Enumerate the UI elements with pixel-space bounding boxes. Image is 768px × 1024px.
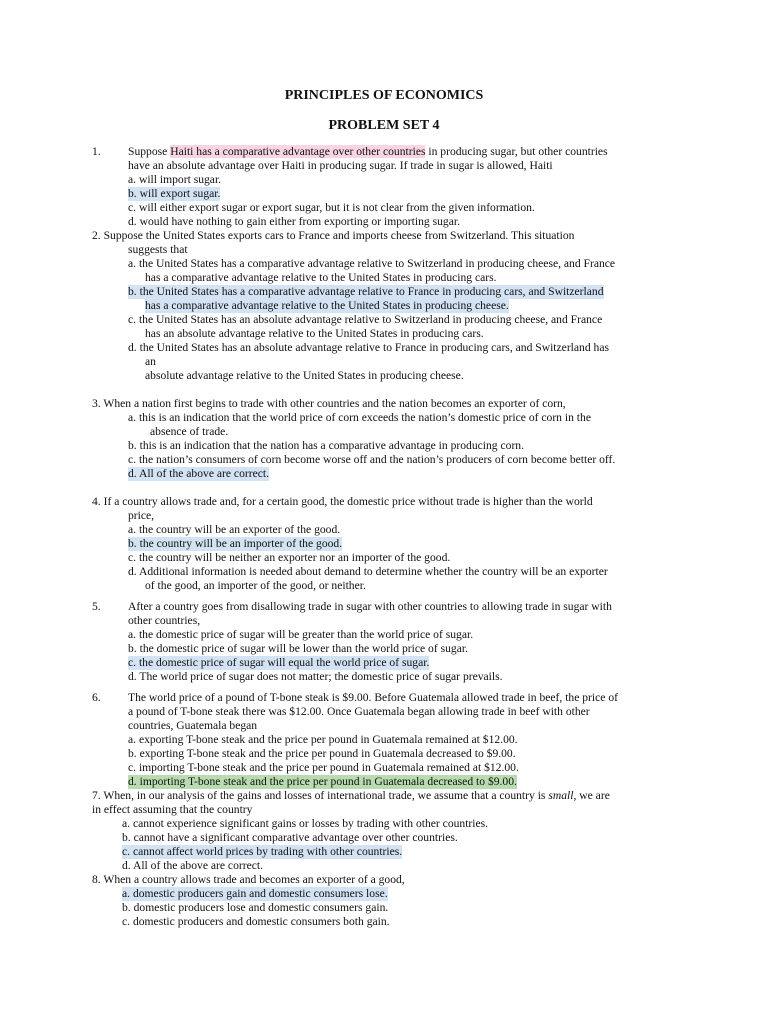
q7-stem-line2: in effect assuming that the country	[92, 803, 253, 816]
q1-option-d: d. would have nothing to gain either from exporting or importing sugar.	[128, 215, 460, 228]
q4-option-d-line2: of the good, an importer of the good, or neither.	[145, 579, 366, 592]
q2-option-b-answer-line2: has a comparative advantage relative to the United States in producing cheese.	[145, 299, 509, 312]
q6-number: 6.	[92, 691, 101, 704]
q2-option-c-line2: has an absolute advantage relative to the United States in producing cars.	[145, 327, 484, 340]
q6-option-d-answer: d. importing T-bone steak and the price per pound in Guatemala decreased to $9.00.	[128, 775, 517, 788]
q3-option-c: c. the nation’s consumers of corn become worse off and the nation’s producers of corn become better off.	[128, 453, 616, 466]
q6-option-b: b. exporting T-bone steak and the price per pound in Guatemala decreased to $9.00.	[128, 747, 516, 760]
q1-option-b-answer: b. will export sugar.	[128, 187, 221, 200]
q3-option-b: b. this is an indication that the nation has a comparative advantage in producing corn.	[128, 439, 525, 452]
q3-option-a-line1: a. this is an indication that the world price of corn exceeds the nation’s domestic price of corn in the	[128, 411, 591, 424]
q2-option-d-line3: absolute advantage relative to the United States in producing cheese.	[145, 369, 464, 382]
q6-option-a: a. exporting T-bone steak and the price per pound in Guatemala remained at $12.00.	[128, 733, 518, 746]
q8-option-a-answer: a. domestic producers gain and domestic consumers lose.	[122, 887, 388, 900]
q1-highlight: Haiti has a comparative advantage over other countries	[170, 145, 426, 158]
q2-option-b-answer-line1: b. the United States has a comparative advantage relative to France in producing cars, and Switzerland	[128, 285, 604, 298]
q7-option-b: b. cannot have a significant comparative advantage over other countries.	[122, 831, 458, 844]
q2-option-a-line2: has a comparative advantage relative to the United States in producing cars.	[145, 271, 497, 284]
q6-option-c: c. importing T-bone steak and the price per pound in Guatemala remained at $12.00.	[128, 761, 519, 774]
q4-stem-line2: price,	[128, 509, 155, 522]
q3-stem: 3. When a nation first begins to trade with other countries and the nation becomes an exporter of corn,	[92, 397, 566, 410]
q6-stem-line1: The world price of a pound of T-bone steak is $9.00. Before Guatemala allowed trade in beef, the price of	[128, 691, 618, 704]
q5-number: 5.	[92, 600, 101, 613]
q3-option-a-line2: absence of trade.	[150, 425, 229, 438]
document-title: PRINCIPLES OF ECONOMICS	[284, 88, 484, 103]
q1-option-a: a. will import sugar.	[128, 173, 222, 186]
q8-stem: 8. When a country allows trade and becomes an exporter of a good,	[92, 873, 405, 886]
q8-option-b: b. domestic producers lose and domestic consumers gain.	[122, 901, 389, 914]
q4-option-b-answer: b. the country will be an importer of the good.	[128, 537, 343, 550]
q1-number: 1.	[92, 145, 101, 158]
q2-option-d-line1: d. the United States has an absolute advantage relative to France in producing cars, and Switzerland has	[128, 341, 609, 354]
q8-option-c: c. domestic producers and domestic consumers both gain.	[122, 915, 390, 928]
q6-stem-line3: countries, Guatemala began	[128, 719, 258, 732]
q7-option-d: d. All of the above are correct.	[122, 859, 263, 872]
q2-option-d-line2: an	[145, 355, 156, 368]
q7-emphasis: small	[548, 789, 574, 802]
q4-option-c: c. the country will be neither an exporter nor an importer of the good.	[128, 551, 451, 564]
q4-option-a: a. the country will be an exporter of the good.	[128, 523, 341, 536]
q5-option-c-answer: c. the domestic price of sugar will equal the world price of sugar.	[128, 656, 430, 669]
q5-option-a: a. the domestic price of sugar will be greater than the world price of sugar.	[128, 628, 474, 641]
q7-option-c-answer: c. cannot affect world prices by trading with other countries.	[122, 845, 403, 858]
q2-option-a-line1: a. the United States has a comparative advantage relative to Switzerland in producing cheese, and France	[128, 257, 616, 270]
q2-stem-line1: 2. Suppose the United States exports cars to France and imports cheese from Switzerland. This situation	[92, 229, 575, 242]
problem-set-title: PROBLEM SET 4	[328, 118, 440, 133]
q4-stem-line1: 4. If a country allows trade and, for a certain good, the domestic price without trade is higher than the world	[92, 495, 593, 508]
q7-stem-line1: 7. When, in our analysis of the gains and losses of international trade, we assume that a country is small, we are	[92, 789, 610, 802]
q7-option-a: a. cannot experience significant gains or losses by trading with other countries.	[122, 817, 489, 830]
q5-stem-line2: other countries,	[128, 614, 201, 627]
q5-stem-line1: After a country goes from disallowing trade in sugar with other countries to allowing trade in sugar with	[128, 600, 612, 613]
q2-option-c-line1: c. the United States has an absolute advantage relative to Switzerland in producing cheese, and France	[128, 313, 603, 326]
q5-option-d: d. The world price of sugar does not matter; the domestic price of sugar prevails.	[128, 670, 503, 683]
q4-option-d-line1: d. Additional information is needed about demand to determine whether the country will be an exporter	[128, 565, 608, 578]
q1-stem-line2: have an absolute advantage over Haiti in producing sugar. If trade in sugar is allowed, Haiti	[128, 159, 553, 172]
q6-stem-line2: a pound of T-bone steak there was $12.00. Once Guatemala began allowing trade in beef with other	[128, 705, 590, 718]
q5-option-b: b. the domestic price of sugar will be lower than the world price of sugar.	[128, 642, 468, 655]
q1-stem-line1: Suppose Haiti has a comparative advantage over other countries in producing sugar, but other countries	[128, 145, 608, 158]
q2-stem-line2: suggests that	[128, 243, 188, 256]
q1-option-c: c. will either export sugar or export sugar, but it is not clear from the given information.	[128, 201, 535, 214]
q3-option-d-answer: d. All of the above are correct.	[128, 467, 269, 480]
